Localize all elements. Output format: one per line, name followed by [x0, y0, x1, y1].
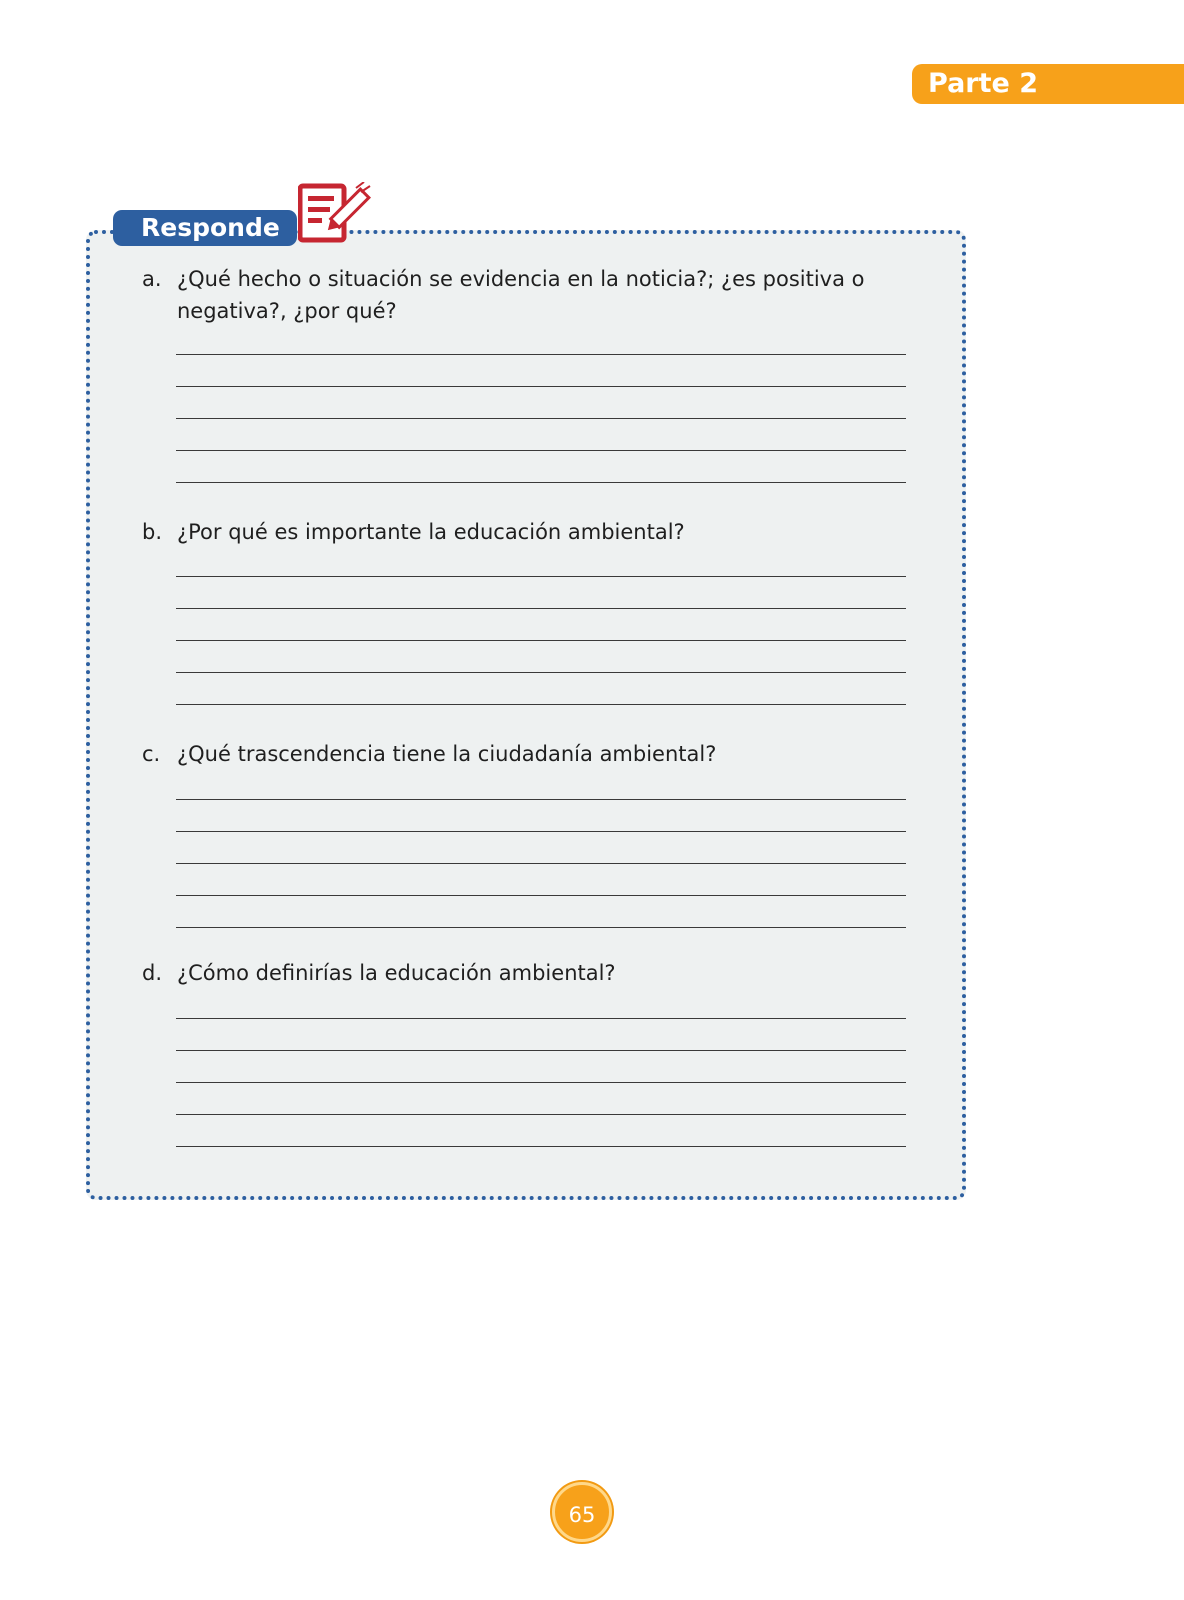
answer-area-a[interactable] — [176, 323, 906, 483]
answer-line[interactable] — [176, 641, 906, 673]
answer-line[interactable] — [176, 673, 906, 705]
question-text: ¿Qué hecho o situación se evidencia en la noticia?; ¿es positiva o negativa?, ¿por qué? — [177, 267, 865, 323]
question-a — [142, 263, 932, 327]
question-d — [142, 957, 932, 989]
answer-line[interactable] — [176, 1019, 906, 1051]
answer-line[interactable] — [176, 1083, 906, 1115]
question-text: ¿Por qué es importante la educación ambiental? — [177, 520, 685, 544]
answer-line[interactable] — [176, 864, 906, 896]
answer-line[interactable] — [176, 419, 906, 451]
answer-line[interactable] — [176, 768, 906, 800]
answer-area-c[interactable] — [176, 768, 906, 928]
question-letter: a. — [142, 267, 162, 291]
answer-line[interactable] — [176, 1051, 906, 1083]
answer-line[interactable] — [176, 1115, 906, 1147]
question-text: ¿Qué trascendencia tiene la ciudadanía ambiental? — [177, 742, 717, 766]
edit-document-icon — [298, 182, 374, 246]
question-text: ¿Cómo definirías la educación ambiental? — [177, 961, 616, 985]
part-tab: Parte 2 — [912, 64, 1184, 104]
answer-line[interactable] — [176, 323, 906, 355]
answer-line[interactable] — [176, 545, 906, 577]
answer-line[interactable] — [176, 832, 906, 864]
answer-line[interactable] — [176, 451, 906, 483]
question-letter: d. — [142, 961, 163, 985]
answer-line[interactable] — [176, 609, 906, 641]
section-title: Responde — [113, 210, 297, 246]
question-letter: b. — [142, 520, 163, 544]
question-letter: c. — [142, 742, 161, 766]
question-c — [142, 738, 932, 770]
answer-line[interactable] — [176, 355, 906, 387]
answer-line[interactable] — [176, 577, 906, 609]
question-b — [142, 516, 932, 548]
answer-line[interactable] — [176, 896, 906, 928]
answer-line[interactable] — [176, 987, 906, 1019]
answer-line[interactable] — [176, 800, 906, 832]
answer-line[interactable] — [176, 387, 906, 419]
page-number: 65 — [552, 1482, 612, 1542]
answer-area-b[interactable] — [176, 545, 906, 705]
answer-area-d[interactable] — [176, 987, 906, 1147]
